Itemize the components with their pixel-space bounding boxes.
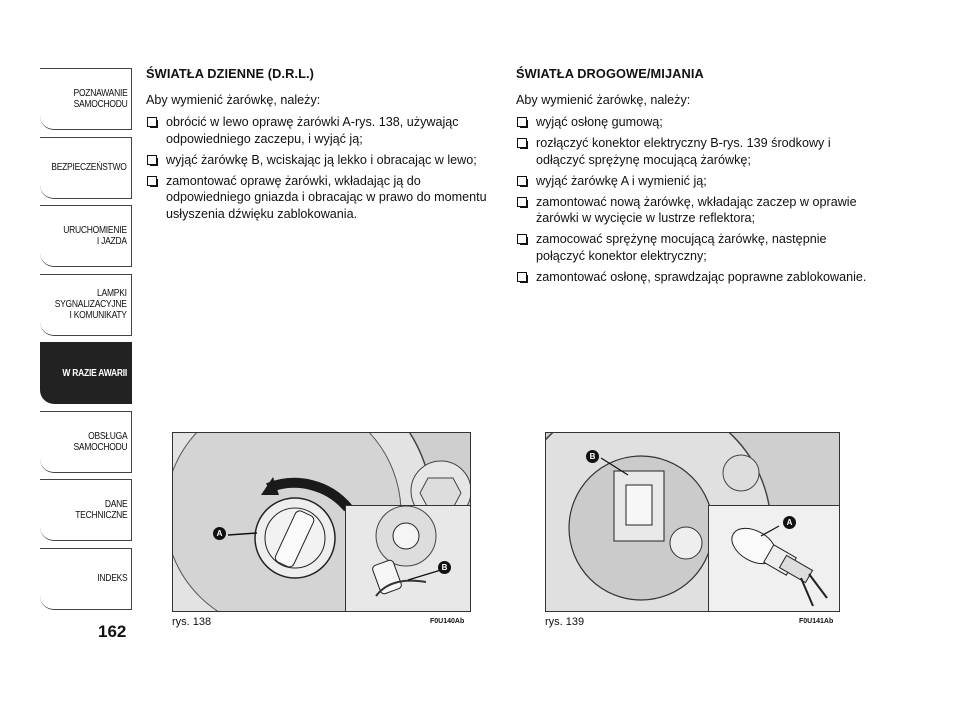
sidebar-tab-7[interactable] — [40, 479, 132, 541]
drl-bulb-inset-illustration — [346, 506, 471, 612]
step-item — [516, 135, 876, 168]
sidebar-tab-8[interactable] — [40, 548, 132, 610]
step-item — [146, 152, 506, 169]
step-text: zamontować oprawę żarówki, wkładając ją do odpowiedniego gniazda i obracając w prawo do momentu usłyszenia dźwięku zablokowania. — [166, 173, 487, 221]
checkbox-bullet-icon — [517, 138, 527, 148]
figure-139 — [545, 432, 845, 632]
step-item — [516, 114, 876, 131]
figure-code: F0U140Ab — [430, 618, 465, 625]
step-item — [516, 194, 876, 227]
sidebar-tab-label: DANE TECHNICZNE — [74, 499, 127, 521]
checkbox-bullet-icon — [517, 272, 527, 282]
callout-b: B — [586, 450, 599, 463]
sidebar-tab-5[interactable] — [40, 342, 132, 404]
halogen-bulb-inset-illustration — [709, 506, 840, 612]
page-number: 162 — [98, 622, 127, 641]
checkbox-bullet-icon — [517, 117, 527, 127]
checkbox-bullet-icon — [147, 117, 157, 127]
checkbox-bullet-icon — [147, 176, 157, 186]
figure-caption: rys. 138 — [172, 616, 212, 628]
figure-code: F0U141Ab — [799, 618, 834, 625]
sidebar-tab-6[interactable] — [40, 411, 132, 473]
step-text: zamontować nową żarówkę, wkładając zaczep w oprawie żarówki w wycięcie w lustrze reflektora; — [536, 194, 857, 225]
sidebar-tab-label: OBSŁUGA SAMOCHODU — [73, 430, 127, 453]
callout-a: A — [783, 516, 796, 529]
right-section — [516, 66, 876, 290]
section-intro: Aby wymienić żarówkę, należy: — [516, 92, 691, 107]
figure-caption: rys. 139 — [545, 616, 585, 628]
sidebar-tab-4[interactable] — [40, 274, 132, 336]
step-text: wyjąć żarówkę A i wymienić ją; — [536, 173, 707, 188]
checkbox-bullet-icon — [147, 155, 157, 165]
step-item — [516, 231, 876, 264]
section-title-drl: ŚWIATŁA DZIENNE (D.R.L.) — [146, 66, 315, 81]
section-title-high-low-beam: ŚWIATŁA DROGOWE/MIJANIA — [516, 66, 704, 81]
checkbox-bullet-icon — [517, 234, 527, 244]
step-item — [516, 173, 876, 190]
figure-139-photo — [545, 432, 840, 612]
step-text: obrócić w lewo oprawę żarówki A-rys. 138, używając odpowiedniego zaczepu, i wyjąć ją; — [166, 115, 459, 146]
checkbox-bullet-icon — [517, 176, 527, 186]
step-list — [516, 114, 876, 285]
step-item — [146, 114, 506, 147]
sidebar-tab-2[interactable] — [40, 137, 132, 199]
figure-139-inset — [708, 505, 840, 612]
step-text: wyjąć żarówkę B, wciskając ją lekko i obracając w lewo; — [166, 152, 477, 167]
sidebar-tab-label: LAMPKI SYGNALIZACYJNE I KOMUNIKATY — [54, 288, 127, 321]
step-text: zamocować sprężynę mocującą żarówkę, następnie połączyć konektor elektryczny; — [536, 232, 827, 263]
callout-a: A — [213, 527, 226, 540]
section-intro: Aby wymienić żarówkę, należy: — [146, 92, 321, 107]
sidebar-tab-3[interactable] — [40, 205, 132, 267]
sidebar-tab-label: INDEKS — [96, 573, 127, 584]
figure-138-photo — [172, 432, 471, 612]
callout-b: B — [438, 561, 451, 574]
sidebar-tab-1[interactable] — [40, 68, 132, 130]
sidebar-tab-label: POZNAWANIE SAMOCHODU — [73, 88, 127, 110]
sidebar-tab-label: W RAZIE AWARII — [62, 367, 127, 379]
step-text: wyjąć osłonę gumową; — [536, 115, 663, 129]
step-item — [146, 173, 506, 223]
step-list — [146, 114, 506, 222]
step-text: zamontować osłonę, sprawdzając poprawne zablokowanie. — [536, 269, 867, 284]
sidebar-tab-label: BEZPIECZEŃSTWO — [51, 162, 127, 173]
left-section — [146, 66, 506, 227]
step-text: rozłączyć konektor elektryczny B-rys. 139 środkowy i odłączyć sprężynę mocującą żarówkę; — [536, 136, 831, 167]
figure-138-inset — [345, 505, 471, 612]
figure-138 — [172, 432, 472, 632]
checkbox-bullet-icon — [517, 197, 527, 207]
sidebar-tab-label: URUCHOMIENIE I JAZDA — [63, 225, 127, 247]
step-item — [516, 269, 876, 286]
